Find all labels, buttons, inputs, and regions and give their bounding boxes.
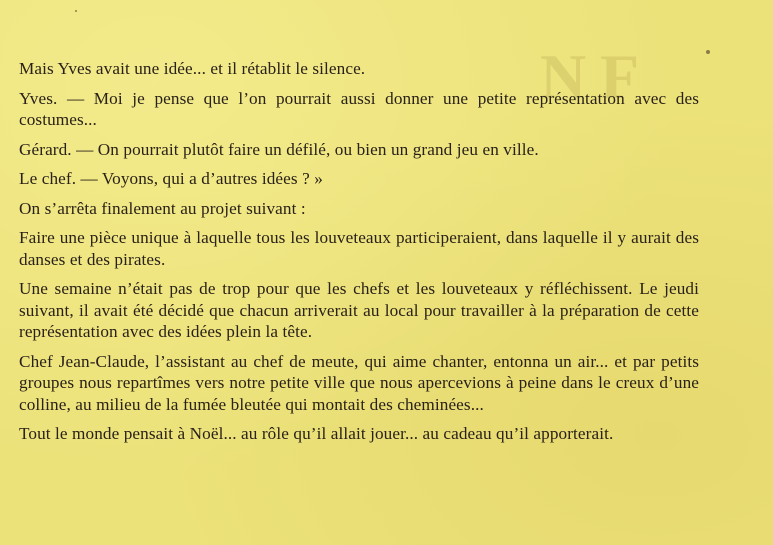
paragraph: Mais Yves avait une idée... et il rétablit le silence. <box>19 59 366 78</box>
paragraph: Le chef. — Voyons, qui a d’autres idées ? » <box>19 169 323 188</box>
paragraph: Tout le monde pensait à Noël... au rôle qu’il allait jouer... au cadeau qu’il apporterait. <box>19 424 614 443</box>
paper-speck <box>706 50 710 54</box>
paragraph: On s’arrêta finalement au projet suivant : <box>19 198 306 218</box>
paragraph: Une semaine n’était pas de trop pour que les chefs et les louveteaux y réfléchissent. Le jeudi suivant, il avait été décidé que chacun arriverait au local pour travailler à la préparation de cette représentation avec des idées plein la tête. <box>19 279 699 341</box>
show-through-text: N <box>540 41 587 112</box>
paragraph: Gérard. — On pourrait plutôt faire un défilé, ou bien un grand jeu en ville. <box>19 139 539 159</box>
show-through-text: F <box>600 41 640 112</box>
paragraph: Chef Jean-Claude, l’assistant au chef de meute, qui aime chanter, entonna un air... et par petits groupes nous repartîmes vers notre petite ville que nous apercevions à peine dans le creux d’une colline, au milieu de la fumée bleutée qui montait des cheminées... <box>19 351 699 414</box>
paper-speck <box>75 10 77 12</box>
paragraph: Yves. — Moi je pense que l’on pourrait aussi donner une petite représentation avec des costumes... <box>19 88 699 129</box>
body-text <box>19 58 699 453</box>
paragraph: Faire une pièce unique à laquelle tous les louveteaux participeraient, dans laquelle il y aurait des danses et des pirates. <box>19 228 699 269</box>
